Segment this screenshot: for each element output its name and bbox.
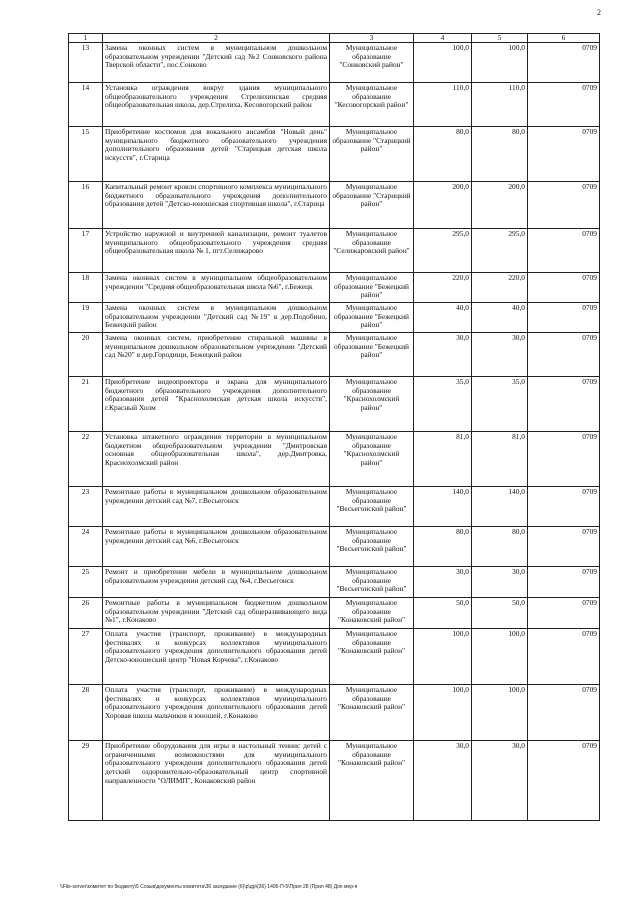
table-row [69,598,600,629]
row-description: Ремонтные работы в муниципальном дошкольном образовательном учреждении детский сад №7, г.Весьегонск [103,487,330,527]
row-description: Ремонт и приобретение мебели в муниципальном дошкольном образовательном учреждении детский сад №4, г.Весьегонск [103,567,330,598]
row-recipient: Муниципальное образование "Старицкий район" [330,127,414,182]
row-recipient: Муниципальное образование "Старицкий район" [330,182,414,229]
file-path-footer: \\File-server\комитет по бюджету\5 Созыв\документы комитета\36 заседание (6)\р\др\(36) 1495-П-5\Прил 28 (Прил 48) Доп мер-я [60,884,358,890]
row-amount-plan: 80,0 [414,127,472,182]
table-row [69,182,600,229]
row-amount-total: 220,0 [472,273,528,303]
row-number: 26 [69,598,103,629]
row-section-code: 0709 [528,43,600,83]
row-amount-plan: 100,0 [414,629,472,685]
row-amount-total: 100,0 [472,685,528,741]
row-description: Приобретение видеопроектора и экрана для муниципального бюджетного образовательного учреждения дополнительного образования детей "Краснохолмская детская школа искусств", г.Красный Холм [103,377,330,432]
row-recipient: Муниципальное образование "Селижаровский район" [330,229,414,273]
header-cell: 4 [414,34,472,43]
row-section-code: 0709 [528,487,600,527]
table-row [69,432,600,487]
row-recipient: Муниципальное образование "Конаковский район" [330,629,414,685]
row-number: 17 [69,229,103,273]
row-number: 25 [69,567,103,598]
table-row [69,83,600,127]
row-number: 14 [69,83,103,127]
row-amount-total: 30,0 [472,333,528,377]
row-description: Оплата участия (транспорт, проживание) в международных фестивалях и конкурсах коллективов муниципального образовательного учреждения дополнительного образования детей Хоровая школа мальчиков и юношей, г.Конаково [103,685,330,741]
row-number: 20 [69,333,103,377]
page-number: 2 [597,8,601,17]
row-number: 27 [69,629,103,685]
row-description: Установка штакетного ограждения территории в муниципальном бюджетном общеобразовательном учреждении "Дмитровская основная общеобразовательная школа", дер.Дмитровка, Краснохолмский район [103,432,330,487]
row-description: Установка ограждения вокруг здания муниципального общеобразовательного учреждения Стрелихинская средняя общеобразовательная школа, дер.Стрелиха, Кесовогорский район [103,83,330,127]
row-description: Устройство наружной и внутренней канализации, ремонт туалетов муниципального общеобразовательного учреждения средняя общеобразовательная школа № 1, пгт.Селижарово [103,229,330,273]
row-amount-plan: 35,0 [414,377,472,432]
header-row [69,34,600,43]
row-section-code: 0709 [528,629,600,685]
row-number: 23 [69,487,103,527]
table-row [69,43,600,83]
row-section-code: 0709 [528,83,600,127]
row-amount-total: 30,0 [472,567,528,598]
row-section-code: 0709 [528,377,600,432]
allocation-table [68,33,600,821]
row-recipient: Муниципальное образование "Весьегонский район" [330,567,414,598]
row-description: Замена оконных систем в муниципальном общеобразовательном учреждении "Средняя общеобразовательная школа №6", г.Бежецк [103,273,330,303]
row-amount-total: 200,0 [472,182,528,229]
table-row [69,273,600,303]
table-row [69,629,600,685]
row-description: Оплата участия (транспорт, проживание) в международных фестивалях и конкурсах коллективов муниципального образовательного учреждения дополнительного образования детей Детско-юношеский центр "Новая Корчева", г.Конаково [103,629,330,685]
row-recipient: Муниципальное образование "Бежецкий район" [330,273,414,303]
row-description: Замена оконных систем в муниципальном дошкольном образовательном учреждении "Детский сад №2 Сонковского района Тверской области", пос.Сонково [103,43,330,83]
row-amount-total: 140,0 [472,487,528,527]
row-section-code: 0709 [528,273,600,303]
row-number: 21 [69,377,103,432]
row-section-code: 0709 [528,567,600,598]
row-amount-total: 100,0 [472,43,528,83]
row-amount-total: 80,0 [472,127,528,182]
table-row [69,127,600,182]
row-description: Замена оконных систем в муниципальном дошкольном образовательном учреждении "Детский сад №19" в дер.Подобино, Бежецкий район [103,303,330,333]
row-amount-plan: 30,0 [414,741,472,821]
header-cell: 1 [69,34,103,43]
row-recipient: Муниципальное образование "Краснохолмский район" [330,377,414,432]
row-number: 16 [69,182,103,229]
row-amount-plan: 140,0 [414,487,472,527]
row-amount-total: 81,0 [472,432,528,487]
row-recipient: Муниципальное образование "Весьегонский район" [330,487,414,527]
row-amount-total: 295,0 [472,229,528,273]
row-number: 24 [69,527,103,567]
row-recipient: Муниципальное образование "Кесовогорский район" [330,83,414,127]
row-amount-plan: 30,0 [414,567,472,598]
row-number: 18 [69,273,103,303]
table-row [69,377,600,432]
row-recipient: Муниципальное образование "Конаковский район" [330,685,414,741]
row-description: Приобретение оборудования для игры в настольный теннис детей с ограниченными возможностями для муниципального образовательного учреждения дополнительного образования детей детский оздоровительно-образовательный центр спортивной направленности "ОЛИМП", Конаковский район [103,741,330,821]
row-section-code: 0709 [528,333,600,377]
row-amount-total: 110,0 [472,83,528,127]
row-section-code: 0709 [528,598,600,629]
row-recipient: Муниципальное образование "Сонковский район" [330,43,414,83]
row-amount-total: 80,0 [472,527,528,567]
header-cell: 3 [330,34,414,43]
row-section-code: 0709 [528,741,600,821]
table-row [69,741,600,821]
header-cell: 5 [472,34,528,43]
row-number: 22 [69,432,103,487]
row-section-code: 0709 [528,685,600,741]
row-amount-plan: 81,0 [414,432,472,487]
row-number: 29 [69,741,103,821]
row-amount-plan: 220,0 [414,273,472,303]
table-row [69,567,600,598]
header-cell: 2 [103,34,330,43]
row-amount-plan: 80,0 [414,527,472,567]
row-recipient: Муниципальное образование "Весьегонский район" [330,527,414,567]
row-amount-total: 100,0 [472,629,528,685]
row-description: Замена оконных систем, приобретение стиральной машины в муниципальном дошкольном образовательном учреждении "Детский сад №20" в дер.Городищи, Бежецкий район [103,333,330,377]
row-recipient: Муниципальное образование "Конаковский район" [330,741,414,821]
row-amount-plan: 295,0 [414,229,472,273]
row-recipient: Муниципальное образование "Бежецкий район" [330,303,414,333]
row-recipient: Муниципальное образование "Бежецкий район" [330,333,414,377]
row-amount-total: 50,0 [472,598,528,629]
row-amount-total: 35,0 [472,377,528,432]
row-section-code: 0709 [528,303,600,333]
row-recipient: Муниципальное образование "Конаковский район" [330,598,414,629]
row-description: Ремонтные работы в муниципальном бюджетном дошкольном образовательном учреждении "Детский сад общеразвивающего вида №1", г.Конаково [103,598,330,629]
row-number: 13 [69,43,103,83]
row-number: 19 [69,303,103,333]
row-description: Капитальный ремонт кровли спортивного комплекса муниципального бюджетного образовательного учреждения дополнительного образования детей "Детско-юношеская спортивная школа", г.Старица [103,182,330,229]
row-amount-plan: 100,0 [414,685,472,741]
row-recipient: Муниципальное образование "Краснохолмский район" [330,432,414,487]
header-cell: 6 [528,34,600,43]
row-amount-plan: 200,0 [414,182,472,229]
table-row [69,487,600,527]
row-section-code: 0709 [528,182,600,229]
row-description: Ремонтные работы в муниципальном дошкольном образовательном учреждении детский сад №6, г.Весьегонск [103,527,330,567]
row-section-code: 0709 [528,432,600,487]
row-amount-plan: 100,0 [414,43,472,83]
row-amount-total: 30,0 [472,741,528,821]
row-section-code: 0709 [528,229,600,273]
table-row [69,333,600,377]
row-amount-plan: 50,0 [414,598,472,629]
table-row [69,303,600,333]
row-amount-plan: 40,0 [414,303,472,333]
row-section-code: 0709 [528,527,600,567]
row-number: 28 [69,685,103,741]
row-section-code: 0709 [528,127,600,182]
row-amount-plan: 30,0 [414,333,472,377]
row-description: Приобретение костюмов для вокального ансамбля "Новый день" муниципального бюджетного образовательного учреждения дополнительного образования детей "Старицкая детская школа искусств", г.Старица [103,127,330,182]
row-amount-total: 40,0 [472,303,528,333]
table-row [69,685,600,741]
row-amount-plan: 110,0 [414,83,472,127]
row-number: 15 [69,127,103,182]
table-row [69,229,600,273]
table-row [69,527,600,567]
